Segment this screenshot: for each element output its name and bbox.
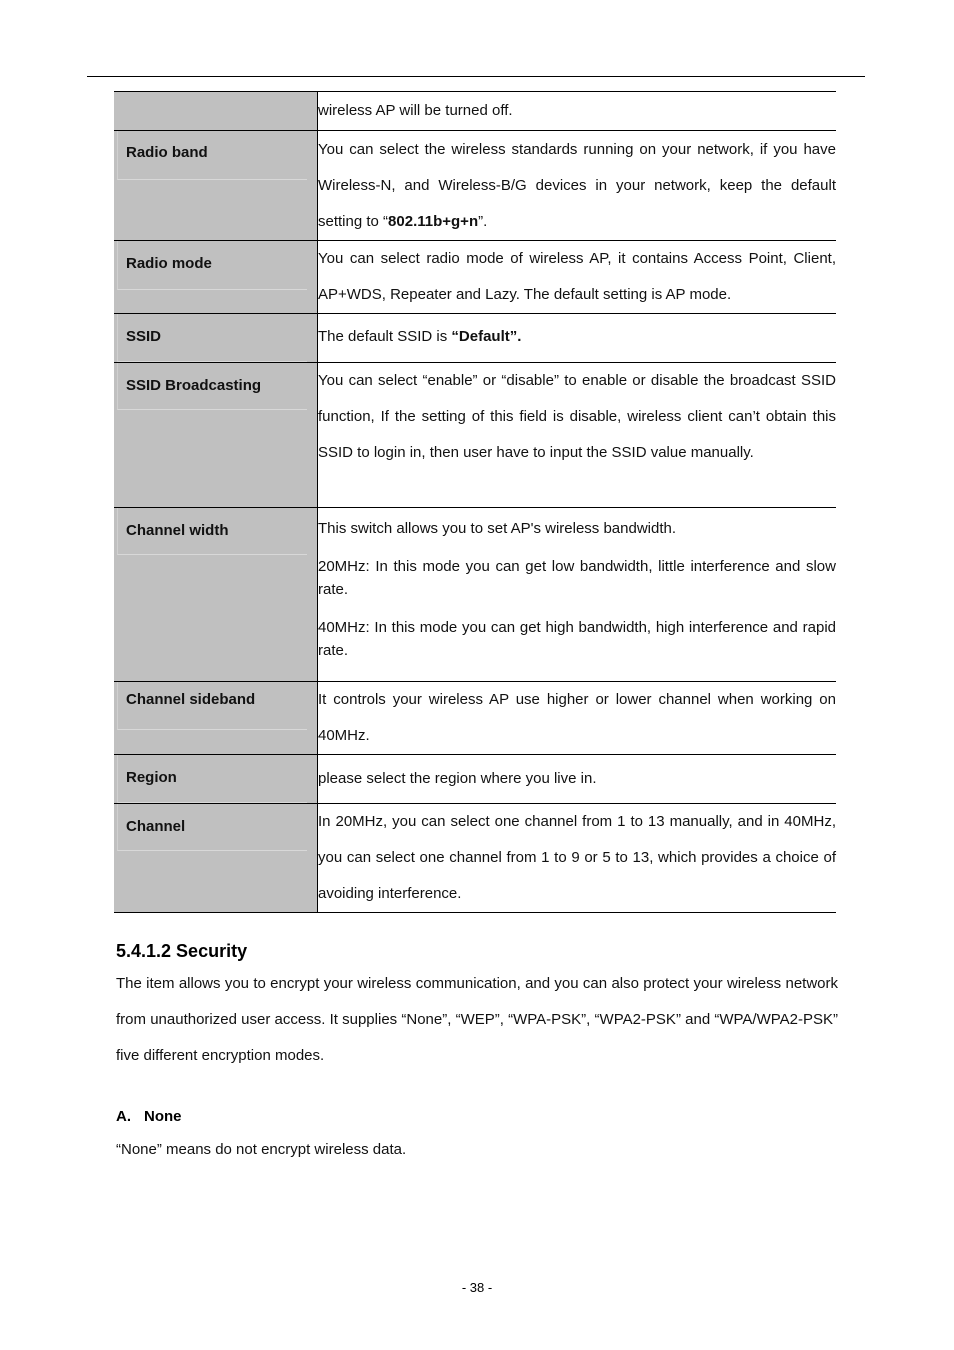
table-row xyxy=(114,241,836,314)
table-row xyxy=(114,92,836,131)
row-description xyxy=(318,804,837,913)
row-label-cell xyxy=(114,131,318,241)
row-label-cell xyxy=(114,508,318,682)
row-label: Channel xyxy=(117,804,307,851)
row-label: SSID xyxy=(117,314,307,362)
description-text: You can select radio mode of wireless AP, it contains Access Point, Client, AP+WDS, Repeater and Lazy. The default setting is AP mode. xyxy=(318,250,836,303)
table-row xyxy=(114,508,836,682)
row-description xyxy=(318,131,837,241)
subsection-name: None xyxy=(144,1108,182,1125)
row-label: Channel sideband xyxy=(117,682,307,730)
row-label: SSID Broadcasting xyxy=(117,363,307,410)
description-text: You can select “enable” or “disable” to enable or disable the broadcast SSID function, If the setting of this field is disable, wireless client can’t obtain this SSID to login in, then user have to input the SSID value manually. xyxy=(318,372,836,461)
description-text: The default SSID is xyxy=(318,328,452,345)
table-row xyxy=(114,131,836,241)
row-description xyxy=(318,241,837,314)
row-label: Channel width xyxy=(117,508,307,555)
row-description xyxy=(318,508,837,682)
description-text: ”. xyxy=(478,213,488,230)
row-label-cell xyxy=(114,804,318,913)
row-description xyxy=(318,363,837,508)
row-description xyxy=(318,682,837,755)
row-label-cell xyxy=(114,241,318,314)
row-label-cell xyxy=(114,92,318,131)
page-number: - 38 - xyxy=(461,1280,493,1295)
row-description xyxy=(318,755,837,804)
description-paragraph: 20MHz: In this mode you can get low bandwidth, little interference and slow rate. xyxy=(318,558,836,598)
description-emphasis: “Default”. xyxy=(451,328,522,345)
row-label: Radio band xyxy=(117,131,307,180)
row-label-cell xyxy=(114,363,318,508)
section-body: The item allows you to encrypt your wireless communication, and you can also protect your wireless network from unauthorized user access. It supplies “None”, “WEP”, “WPA-PSK”, “WPA2-PSK” and “WPA/WPA2-PSK” five different encryption modes. xyxy=(116,975,838,1064)
table-row xyxy=(114,314,836,363)
section-title: 5.4.1.2 Security xyxy=(116,941,248,961)
table-row xyxy=(114,682,836,755)
table-row xyxy=(114,363,836,508)
description-text: It controls your wireless AP use higher or lower channel when working on 40MHz. xyxy=(318,691,836,744)
description-emphasis: 802.11b+g+n xyxy=(388,213,479,230)
description-text: please select the region where you live in. xyxy=(318,770,597,787)
row-label: Region xyxy=(117,755,307,803)
subsection-body: “None” means do not encrypt wireless data. xyxy=(116,1141,407,1158)
description-paragraph: 40MHz: In this mode you can get high bandwidth, high interference and rapid rate. xyxy=(318,619,836,659)
table-row xyxy=(114,804,836,913)
description-text: In 20MHz, you can select one channel from 1 to 13 manually, and in 40MHz, you can select one channel from 1 to 9 or 5 to 13, which provides a choice of avoiding interference. xyxy=(318,813,836,902)
row-label-cell xyxy=(114,755,318,804)
description-text: wireless AP will be turned off. xyxy=(318,102,513,119)
header-rule xyxy=(87,76,865,77)
description-paragraph: This switch allows you to set AP's wireless bandwidth. xyxy=(318,520,677,537)
subsection-number: A. xyxy=(116,1108,131,1125)
subsection-title xyxy=(116,1108,182,1125)
row-description xyxy=(318,314,837,363)
table-row xyxy=(114,755,836,804)
description-text: You can select the wireless standards running on your network, if you have Wireless-N, and Wireless-B/G devices in your network, keep the default setting to “ xyxy=(318,141,836,230)
row-label-cell xyxy=(114,314,318,363)
row-description xyxy=(318,92,837,131)
row-label-cell xyxy=(114,682,318,755)
parameter-table xyxy=(114,91,836,913)
row-label: Radio mode xyxy=(117,241,307,290)
